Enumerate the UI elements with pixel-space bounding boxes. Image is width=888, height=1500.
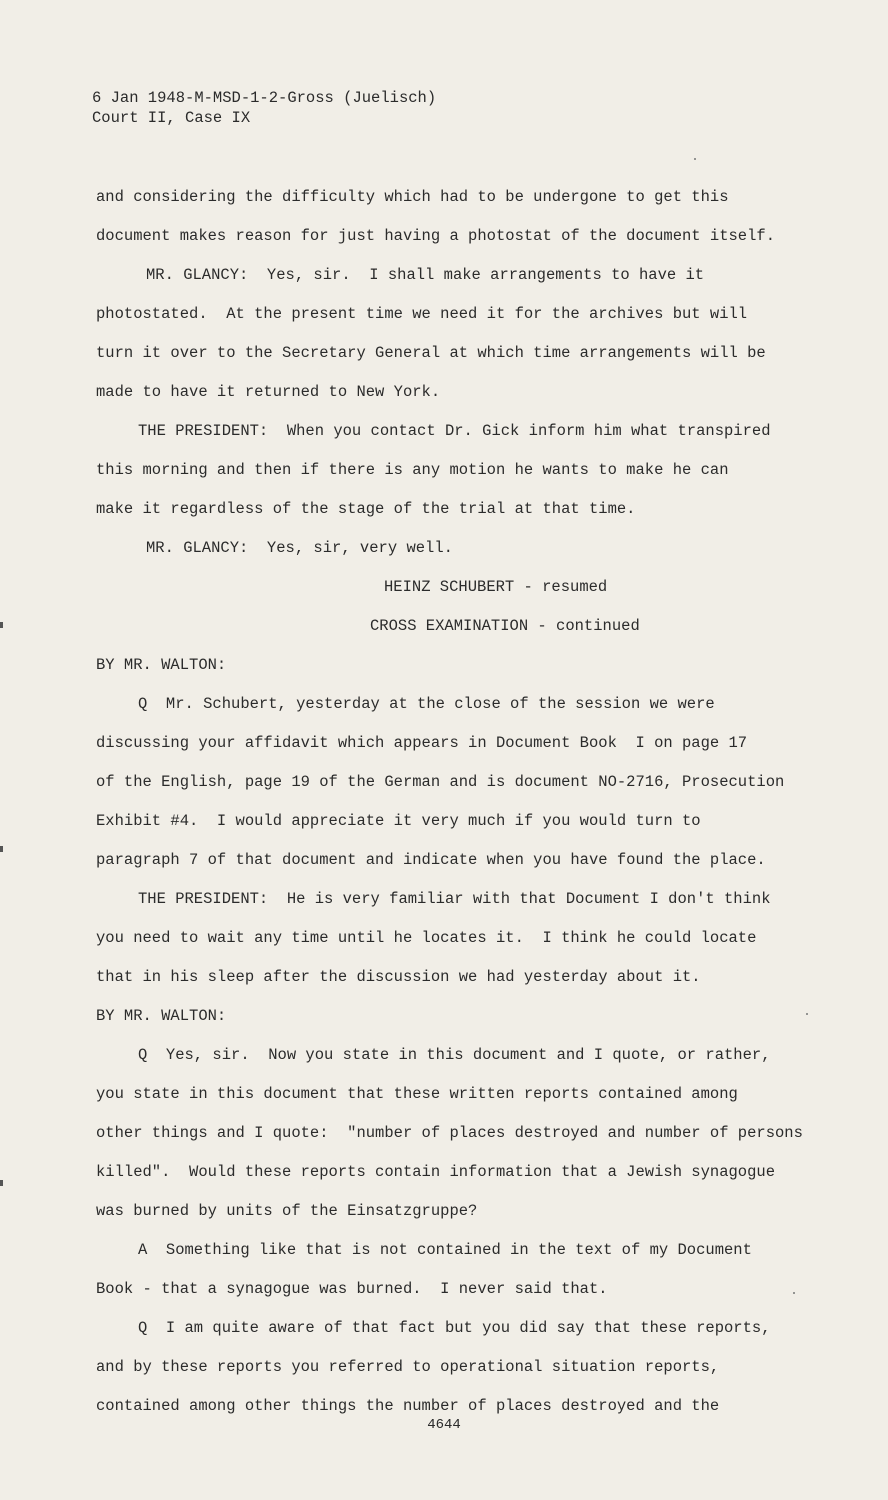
examiner-line: BY MR. WALTON: bbox=[96, 656, 227, 674]
text-line: Q Yes, sir. Now you state in this document and I quote, or rather, bbox=[138, 1046, 771, 1064]
text-line: contained among other things the number of places destroyed and the bbox=[96, 1397, 720, 1415]
text-line: Q Mr. Schubert, yesterday at the close of the session we were bbox=[138, 695, 715, 713]
transcript-body bbox=[96, 178, 836, 1426]
header-date-line: 6 Jan 1948-M-MSD-1-2-Gross (Juelisch) bbox=[92, 89, 437, 107]
text-line: you state in this document that these written reports contained among bbox=[96, 1085, 738, 1103]
text-line: paragraph 7 of that document and indicate when you have found the place. bbox=[96, 851, 766, 869]
text-line: A Something like that is not contained in the text of my Document bbox=[138, 1241, 752, 1259]
text-line: was burned by units of the Einsatzgruppe? bbox=[96, 1202, 478, 1220]
document-header bbox=[92, 88, 436, 128]
paper-speck bbox=[806, 1013, 808, 1015]
text-line: this morning and then if there is any motion he wants to make he can bbox=[96, 461, 729, 479]
text-line: MR. GLANCY: Yes, sir. I shall make arrangements to have it bbox=[146, 266, 705, 284]
text-line: turn it over to the Secretary General at which time arrangements will be bbox=[96, 344, 766, 362]
text-line: other things and I quote: "number of places destroyed and number of persons bbox=[96, 1124, 803, 1142]
text-line: Exhibit #4. I would appreciate it very much if you would turn to bbox=[96, 812, 701, 830]
page-number: 4644 bbox=[427, 1417, 461, 1433]
binding-mark bbox=[0, 1180, 3, 1186]
paper-speck bbox=[793, 1292, 795, 1294]
examination-heading: CROSS EXAMINATION - continued bbox=[370, 617, 640, 635]
text-line: of the English, page 19 of the German and is document NO-2716, Prosecution bbox=[96, 773, 785, 791]
text-line: that in his sleep after the discussion we had yesterday about it. bbox=[96, 968, 701, 986]
header-court-line: Court II, Case IX bbox=[92, 109, 251, 127]
text-line: and by these reports you referred to operational situation reports, bbox=[96, 1358, 720, 1376]
text-line: discussing your affidavit which appears in Document Book I on page 17 bbox=[96, 734, 748, 752]
text-line: made to have it returned to New York. bbox=[96, 383, 441, 401]
text-line: THE PRESIDENT: When you contact Dr. Gick inform him what transpired bbox=[138, 422, 771, 440]
text-line: document makes reason for just having a photostat of the document itself. bbox=[96, 227, 776, 245]
text-line: and considering the difficulty which had to be undergone to get this bbox=[96, 188, 729, 206]
binding-mark bbox=[0, 622, 3, 628]
text-line: photostated. At the present time we need it for the archives but will bbox=[96, 305, 748, 323]
examiner-line: BY MR. WALTON: bbox=[96, 1007, 227, 1025]
binding-mark bbox=[0, 846, 3, 852]
text-line: you need to wait any time until he locates it. I think he could locate bbox=[96, 929, 757, 947]
text-line: make it regardless of the stage of the trial at that time. bbox=[96, 500, 636, 518]
paper-speck bbox=[694, 158, 696, 160]
witness-heading: HEINZ SCHUBERT - resumed bbox=[384, 578, 608, 596]
text-line: Q I am quite aware of that fact but you did say that these reports, bbox=[138, 1319, 771, 1337]
text-line: Book - that a synagogue was burned. I never said that. bbox=[96, 1280, 608, 1298]
text-line: THE PRESIDENT: He is very familiar with that Document I don't think bbox=[138, 890, 771, 908]
text-line: MR. GLANCY: Yes, sir, very well. bbox=[146, 539, 453, 557]
text-line: killed". Would these reports contain information that a Jewish synagogue bbox=[96, 1163, 776, 1181]
